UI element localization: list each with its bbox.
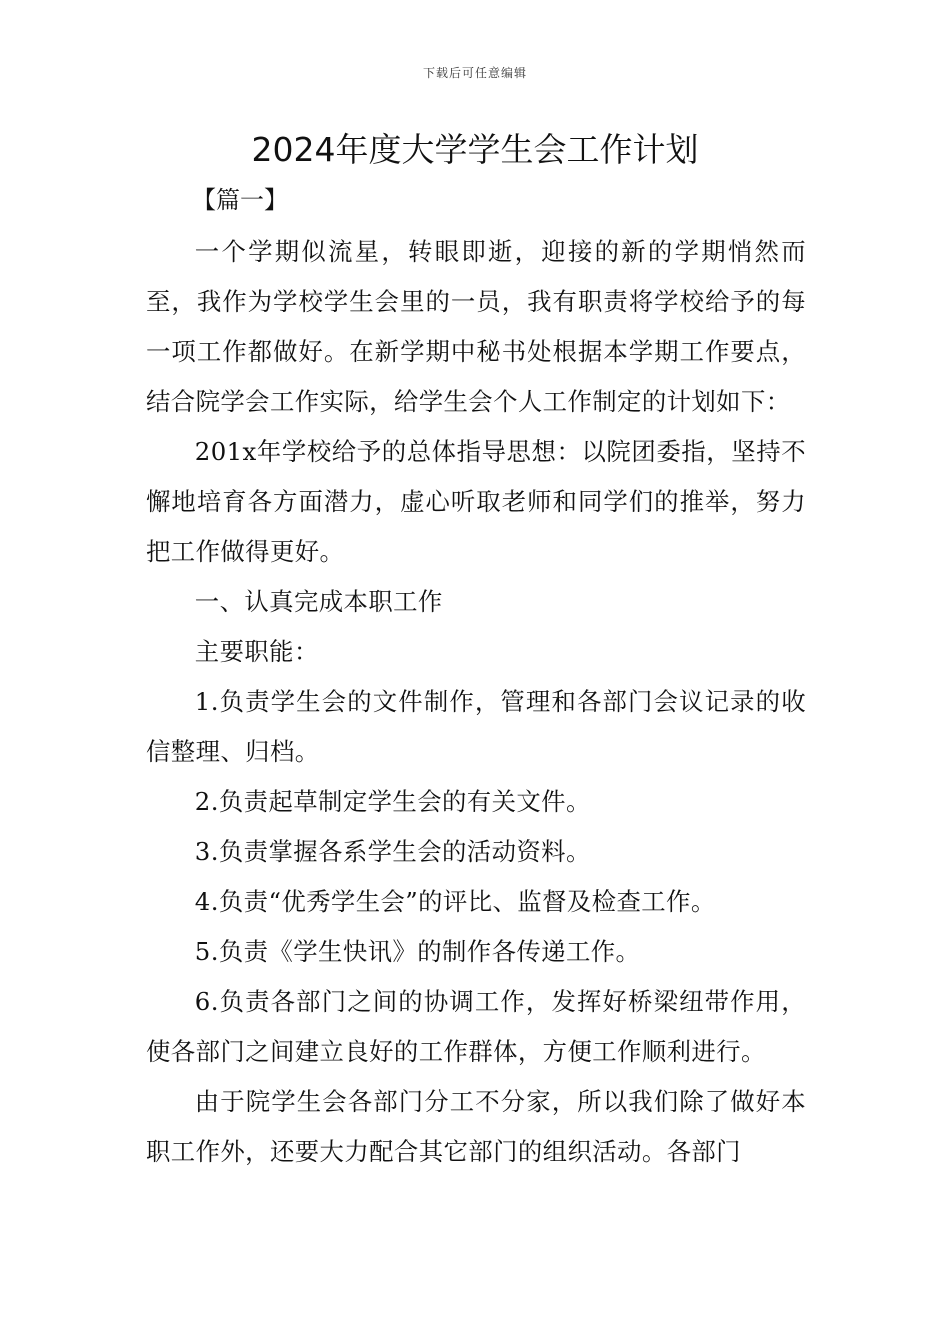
duty-item-6: 6.负责各部门之间的协调工作，发挥好桥梁纽带作用，使各部门之间建立良好的工作群体，方便工作顺利进行。 (146, 987, 806, 1066)
section-tag: 【篇一】 (192, 186, 288, 214)
duty-item-2: 2.负责起草制定学生会的有关文件。 (194, 787, 591, 816)
document-body (146, 227, 806, 1177)
duty-item-4: 4.负责“优秀学生会”的评比、监督及检查工作。 (194, 887, 716, 916)
paragraph-cooperation: 由于院学生会各部门分工不分家，所以我们除了做好本职工作外，还要大力配合其它部门的组织活动。各部门 (146, 1087, 806, 1166)
heading-main-duties: 主要职能： (194, 637, 319, 666)
header-note: 下载后可任意编辑 (422, 66, 527, 80)
paragraph-intro: 一个学期似流星，转眼即逝，迎接的新的学期悄然而至，我作为学校学生会里的一员，我有职责将学校给予的每一项工作都做好。在新学期中秘书处根据本学期工作要点，结合院学会工作实际，给学生会个人工作制定的计划如下： (146, 237, 806, 416)
heading-section-one: 一、认真完成本职工作 (194, 587, 443, 616)
paragraph-guiding-idea: 201x年学校给予的总体指导思想：以院团委指，坚持不懈地培育各方面潜力，虚心听取老师和同学们的推举，努力把工作做得更好。 (146, 437, 806, 566)
duty-item-3: 3.负责掌握各系学生会的活动资料。 (194, 837, 591, 866)
duty-item-5: 5.负责《学生快讯》的制作各传递工作。 (194, 937, 641, 966)
duty-item-1: 1.负责学生会的文件制作，管理和各部门会议记录的收信整理、归档。 (146, 687, 806, 766)
document-title: 2024年度大学学生会工作计划 (251, 130, 699, 169)
